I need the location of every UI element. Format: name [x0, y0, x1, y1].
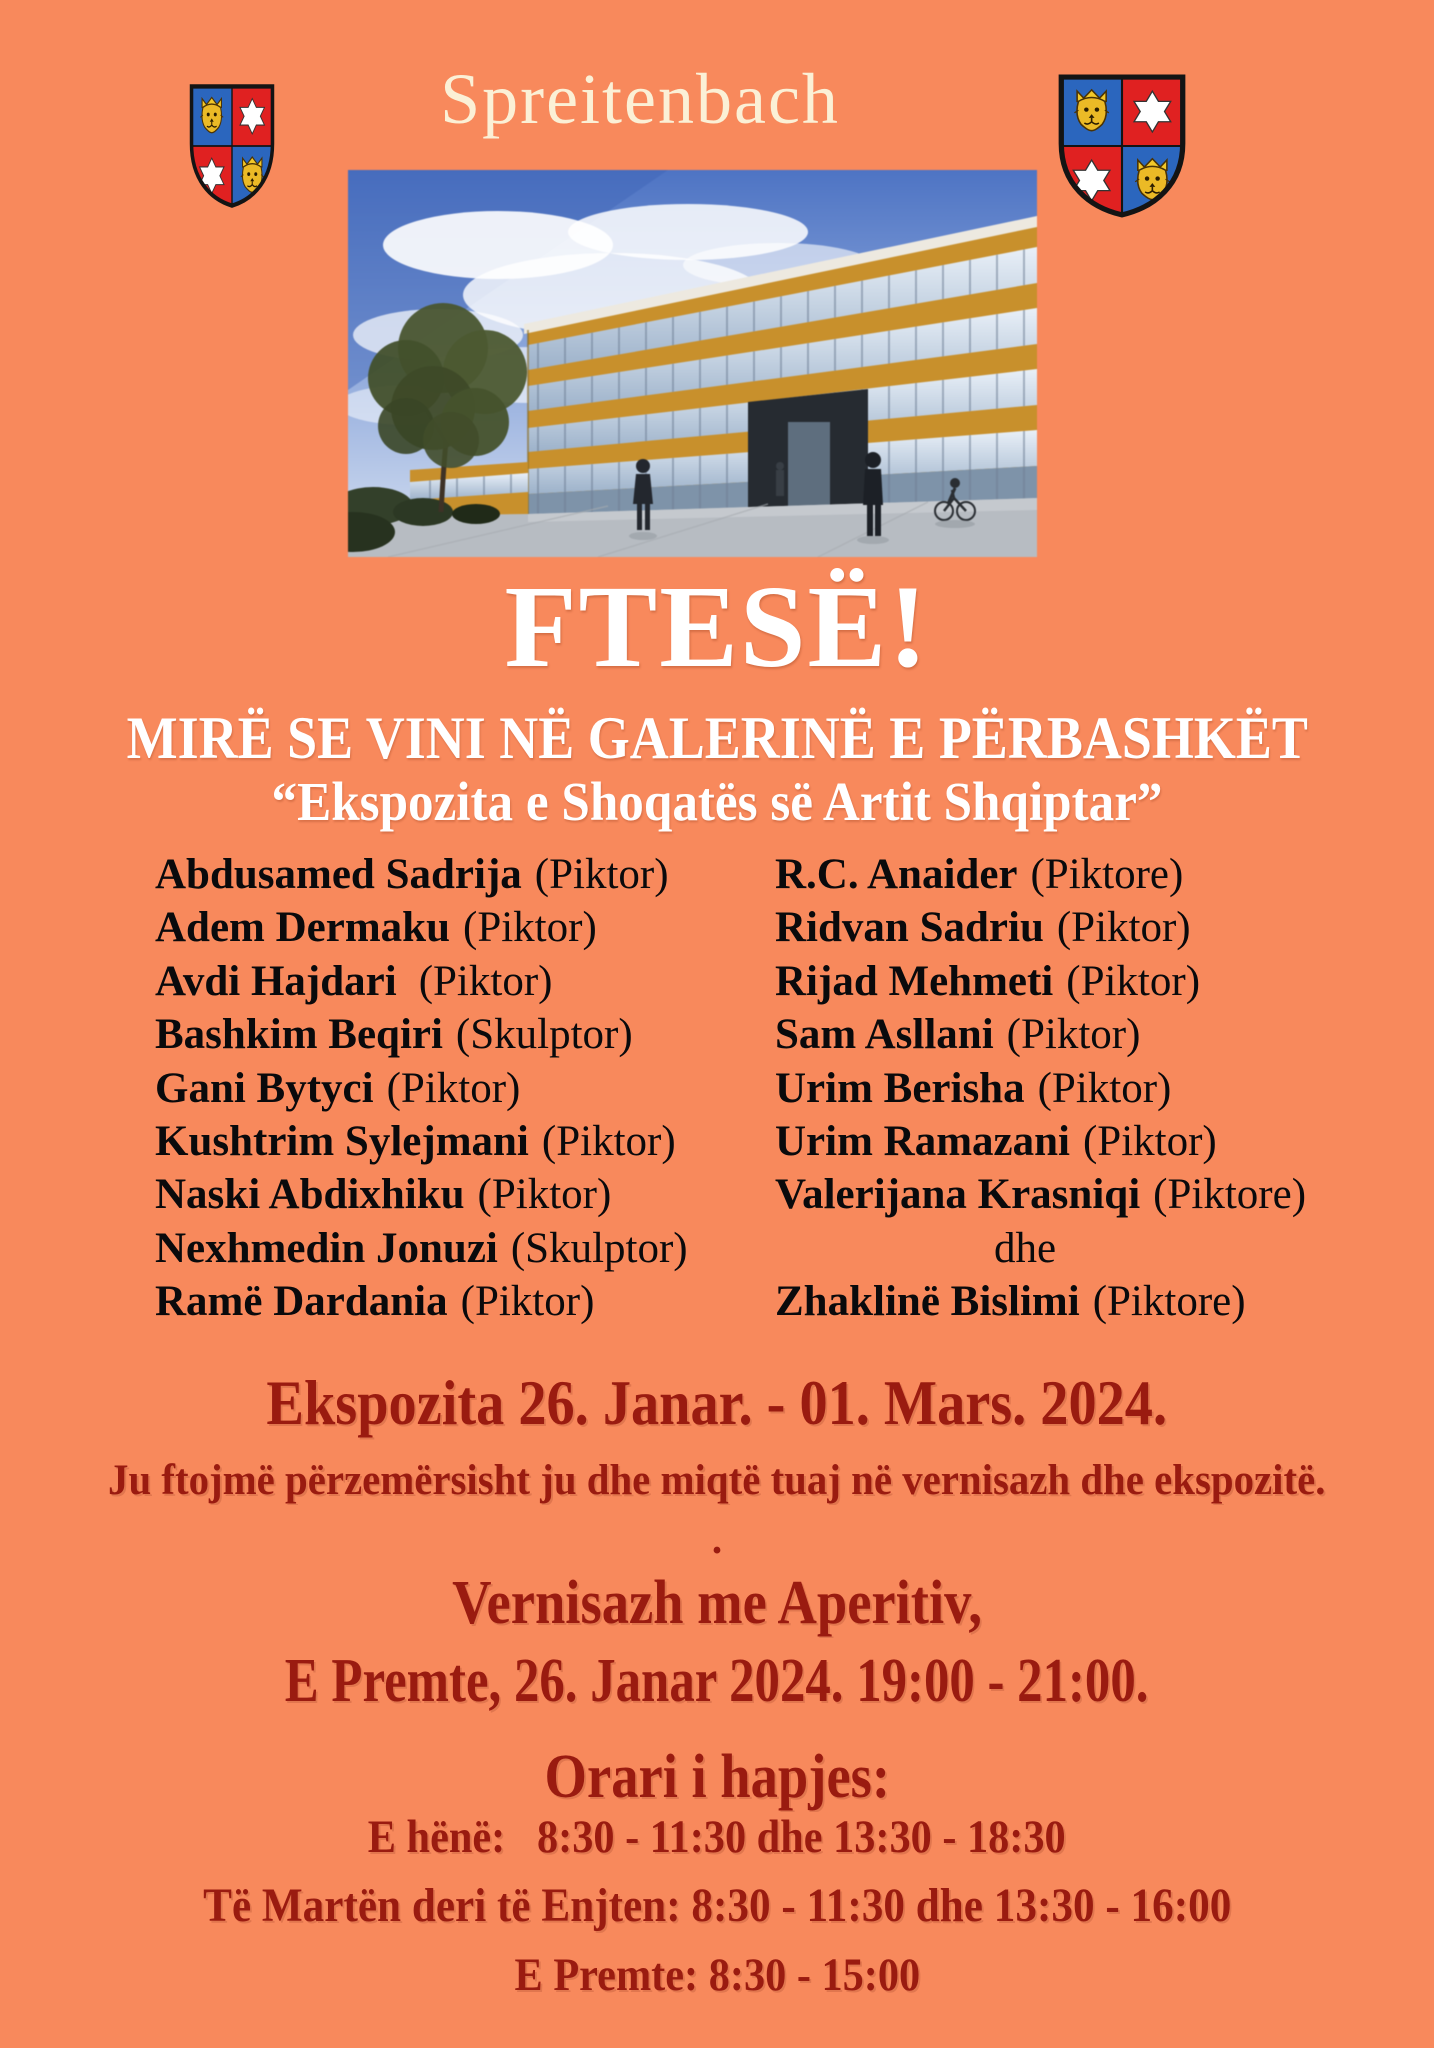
artist-entry: Nexhmedin Jonuzi (Skulptor): [155, 1224, 688, 1272]
artist-list-right: [775, 848, 1307, 1329]
artist-entry: Kushtrim Sylejmani (Piktor): [155, 1117, 676, 1165]
vernissage-line-2: [0, 1646, 1434, 1717]
exhibition-dates-text: Ekspozita 26. Janar. - 01. Mars. 2024.: [266, 1367, 1168, 1438]
artist-entry: Valerijana Krasniqi (Piktore): [775, 1171, 1307, 1219]
artist-entry: Avdi Hajdari (Piktor): [155, 957, 553, 1005]
person-silhouette-small: [776, 462, 784, 496]
opening-hours-friday-text: E Premte: 8:30 - 15:00: [514, 1949, 920, 2001]
opening-hours-monday-text: E hënë: 8:30 - 11:30 dhe 13:30 - 18:30: [368, 1811, 1066, 1863]
artist-entry: Adem Dermaku (Piktor): [155, 904, 597, 952]
artist-connector: dhe: [993, 1224, 1057, 1272]
artist-entry: Zhaklinë Bislimi (Piktore): [775, 1278, 1246, 1326]
invitation-sentence-text: Ju ftojmë përzemërsisht ju dhe miqtë tuaj në vernisazh dhe ekspozitë.: [108, 1457, 1326, 1504]
vernissage-line-2-text: E Premte, 26. Janar 2024. 19:00 - 21:00.: [285, 1647, 1149, 1715]
artist-entry: Rijad Mehmeti (Piktor): [775, 957, 1201, 1005]
opening-hours-title: [0, 1742, 1434, 1813]
opening-hours-monday: [0, 1810, 1434, 1864]
artist-entry: Urim Ramazani (Piktor): [775, 1117, 1217, 1165]
opening-hours-title-text: Orari i hapjes:: [544, 1743, 890, 1811]
welcome-heading: [0, 704, 1434, 773]
artist-entry: Gani Bytyci (Piktor): [155, 1064, 521, 1112]
exhibition-subtitle: [0, 770, 1434, 833]
coat-of-arms-right-icon: [1056, 72, 1188, 220]
artist-entry: Bashkim Beqiri (Skulptor): [155, 1011, 633, 1059]
opening-hours-tue-thu-text: Të Martën deri të Enjten: 8:30 - 11:30 dhe 13:30 - 16:00: [202, 1879, 1232, 1932]
vernissage-line-1-text: Vernisazh me Aperitiv,: [452, 1569, 982, 1637]
artist-entry: Ridvan Sadriu (Piktor): [775, 904, 1191, 952]
artist-entry: Sam Asllani (Piktor): [775, 1011, 1141, 1059]
artist-entry: Ramë Dardania (Piktor): [155, 1278, 595, 1326]
building-photo: [348, 170, 1037, 557]
coat-of-arms-left-icon: [188, 82, 276, 210]
invitation-heading: FTESË!: [504, 561, 930, 692]
separator-dot: .: [711, 1517, 723, 1563]
municipality-title: Spreitenbach: [440, 59, 840, 139]
artist-entry: R.C. Anaider (Piktore): [775, 851, 1184, 898]
artist-entry: Abdusamed Sadrija (Piktor): [155, 851, 669, 898]
vernissage-line-1: [0, 1568, 1434, 1639]
welcome-heading-text: MIRË SE VINI NË GALERINË E PËRBASHKËT: [126, 705, 1308, 771]
artist-entry: Urim Berisha (Piktor): [775, 1064, 1172, 1112]
exhibition-dates-line: [0, 1366, 1434, 1440]
artist-entry: Naski Abdixhiku (Piktor): [155, 1171, 612, 1219]
opening-hours-tue-thu: [0, 1878, 1434, 1933]
invitation-sentence: [0, 1456, 1434, 1505]
artist-list-left: [155, 848, 688, 1329]
opening-hours-friday: [0, 1948, 1434, 2002]
exhibition-subtitle-text: “Ekspozita e Shoqatës së Artit Shqiptar”: [271, 771, 1163, 832]
